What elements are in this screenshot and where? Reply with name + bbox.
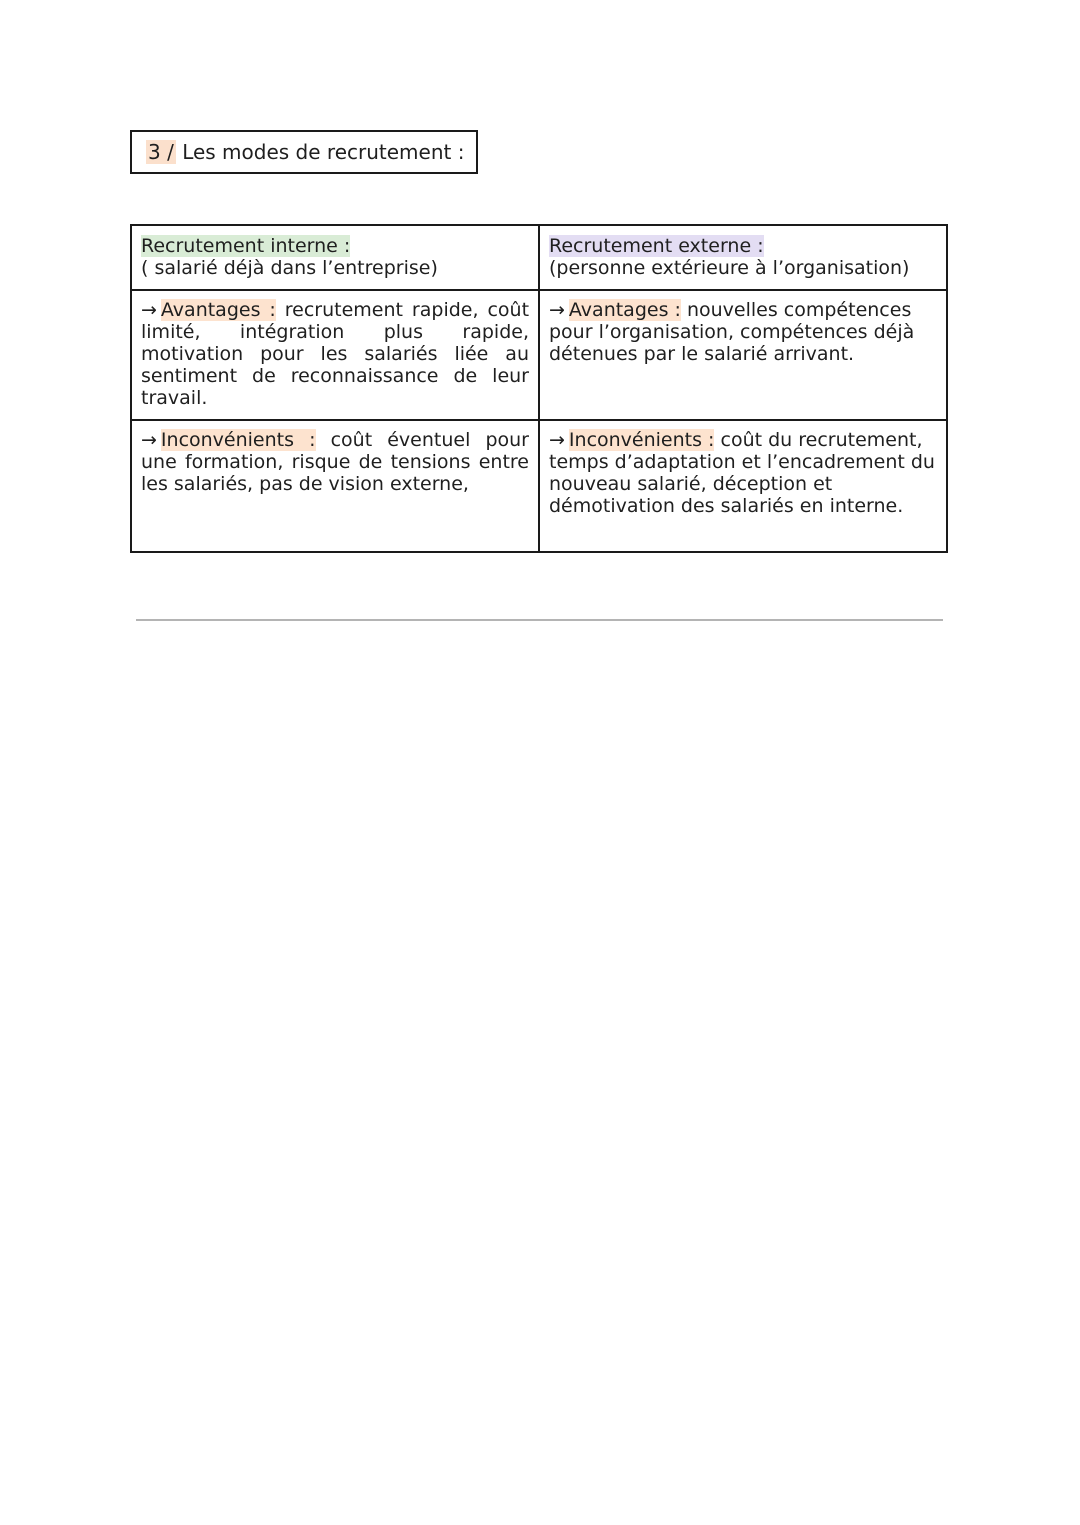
external-advantages-cell — [539, 290, 947, 420]
arrow-right-icon: → — [549, 429, 565, 451]
section-number: 3 / — [148, 140, 174, 164]
table-row-advantages — [131, 290, 947, 420]
internal-advantages-label: Avantages : — [160, 299, 276, 321]
internal-header-cell — [131, 225, 539, 290]
external-disadvantages-text: coût du recrutement, temps d’adaptation et l’encadrement du nouveau salarié, déception et démotivation des salariés en interne. — [549, 429, 935, 517]
external-disadvantages-label: Inconvénients : — [568, 429, 715, 451]
external-advantages-label: Avantages : — [568, 299, 681, 321]
arrow-right-icon: → — [549, 299, 565, 321]
internal-advantages-text: recrutement rapide, coût limité, intégration plus rapide, motivation pour les salariés liée au sentiment de reconnaissance de leur travail. — [141, 299, 530, 409]
internal-disadvantages-text: coût éventuel pour une formation, risque de tensions entre les salariés, pas de vision externe, — [141, 429, 529, 495]
internal-advantages-cell — [131, 290, 539, 420]
external-heading: Recrutement externe : — [549, 235, 764, 257]
external-subheading: (personne extérieure à l’organisation) — [549, 257, 910, 279]
table-row-disadvantages — [131, 420, 947, 552]
external-disadvantages-cell — [539, 420, 947, 552]
arrow-right-icon: → — [141, 429, 157, 451]
section-title-box — [130, 130, 478, 174]
internal-heading: Recrutement interne : — [141, 235, 351, 257]
external-advantages-text: nouvelles compétences pour l’organisation, compétences déjà détenues par le salarié arrivant. — [549, 299, 915, 365]
external-header-cell — [539, 225, 947, 290]
internal-subheading: ( salarié déjà dans l’entreprise) — [141, 257, 438, 279]
internal-disadvantages-cell — [131, 420, 539, 552]
recruitment-comparison-table — [130, 224, 948, 553]
arrow-right-icon: → — [141, 299, 157, 321]
internal-disadvantages-label: Inconvénients : — [160, 429, 316, 451]
section-title: Les modes de recrutement : — [182, 140, 465, 164]
table-header-row — [131, 225, 947, 290]
horizontal-divider — [136, 619, 943, 621]
